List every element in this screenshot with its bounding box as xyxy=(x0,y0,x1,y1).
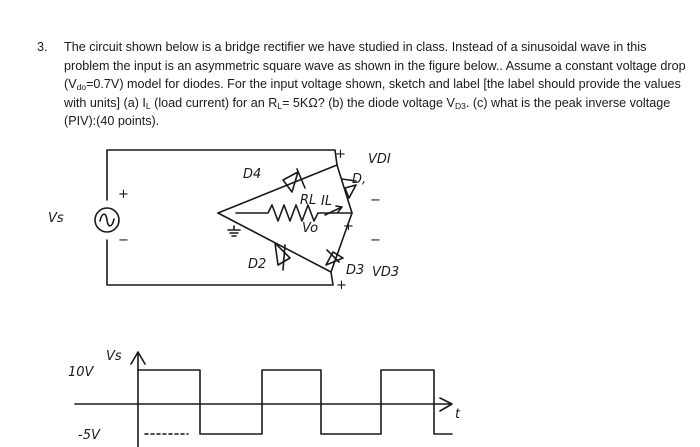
label-vo-plus: + xyxy=(343,219,354,234)
question-text-segment: (load current) for an R xyxy=(150,95,278,110)
square-wave xyxy=(138,370,452,434)
label-source-plus: + xyxy=(118,187,129,202)
label-d3: D3 xyxy=(346,263,365,278)
ac-wave xyxy=(100,214,114,226)
label-minus5v: -5V xyxy=(78,428,100,443)
vertical-axis xyxy=(131,352,145,447)
label-d4: D4 xyxy=(243,167,262,182)
question-text-segment: . (c) what is the peak inverse voltage (PIV):(40 points). xyxy=(64,95,671,128)
label-d1-minus: − xyxy=(370,193,381,208)
question-subscript: D3 xyxy=(454,100,466,111)
label-d2: D2 xyxy=(248,257,267,272)
label-il: IL xyxy=(321,194,333,209)
label-vd1: VDI xyxy=(368,152,391,167)
label-t: t xyxy=(455,407,461,422)
label-waveform-vs: Vs xyxy=(106,349,122,364)
label-vs: Vs xyxy=(48,211,64,226)
ground-symbol xyxy=(228,226,240,236)
label-vd3: VD3 xyxy=(372,265,400,280)
question-subscript: do xyxy=(76,82,87,92)
question-text-segment: The circuit shown below is a bridge rectifier we have studied in class. Instead of a sinusoidal wave in this problem the input is an asymmetric square wave as shown in the figure below.. Assume a constant voltage drop (V xyxy=(64,40,686,91)
wire-bottom xyxy=(107,240,333,285)
bridge-left-upper xyxy=(218,165,337,213)
diode-d4 xyxy=(283,169,305,192)
label-10v: 10V xyxy=(68,365,94,380)
label-d3-minus: − xyxy=(370,233,381,248)
label-d1: D, xyxy=(352,172,367,187)
time-axis xyxy=(75,398,452,411)
label-source-minus: − xyxy=(118,233,129,248)
question-subscript: L xyxy=(277,100,283,111)
label-d3-plus: + xyxy=(336,278,347,293)
label-vo: Vo xyxy=(302,221,319,236)
question-text-segment: = 5KΩ? (b) the diode voltage V xyxy=(282,95,455,110)
load-resistor xyxy=(236,205,352,221)
question-subscript: L xyxy=(145,100,151,111)
question-number: 3. xyxy=(37,40,48,54)
label-d1-plus: + xyxy=(335,147,346,162)
label-rl: RL xyxy=(300,193,317,208)
question-text-segment: =0.7V) model for diodes. For the input voltage shown, sketch and label [the label should provide the values with units] (a) I xyxy=(64,77,681,110)
